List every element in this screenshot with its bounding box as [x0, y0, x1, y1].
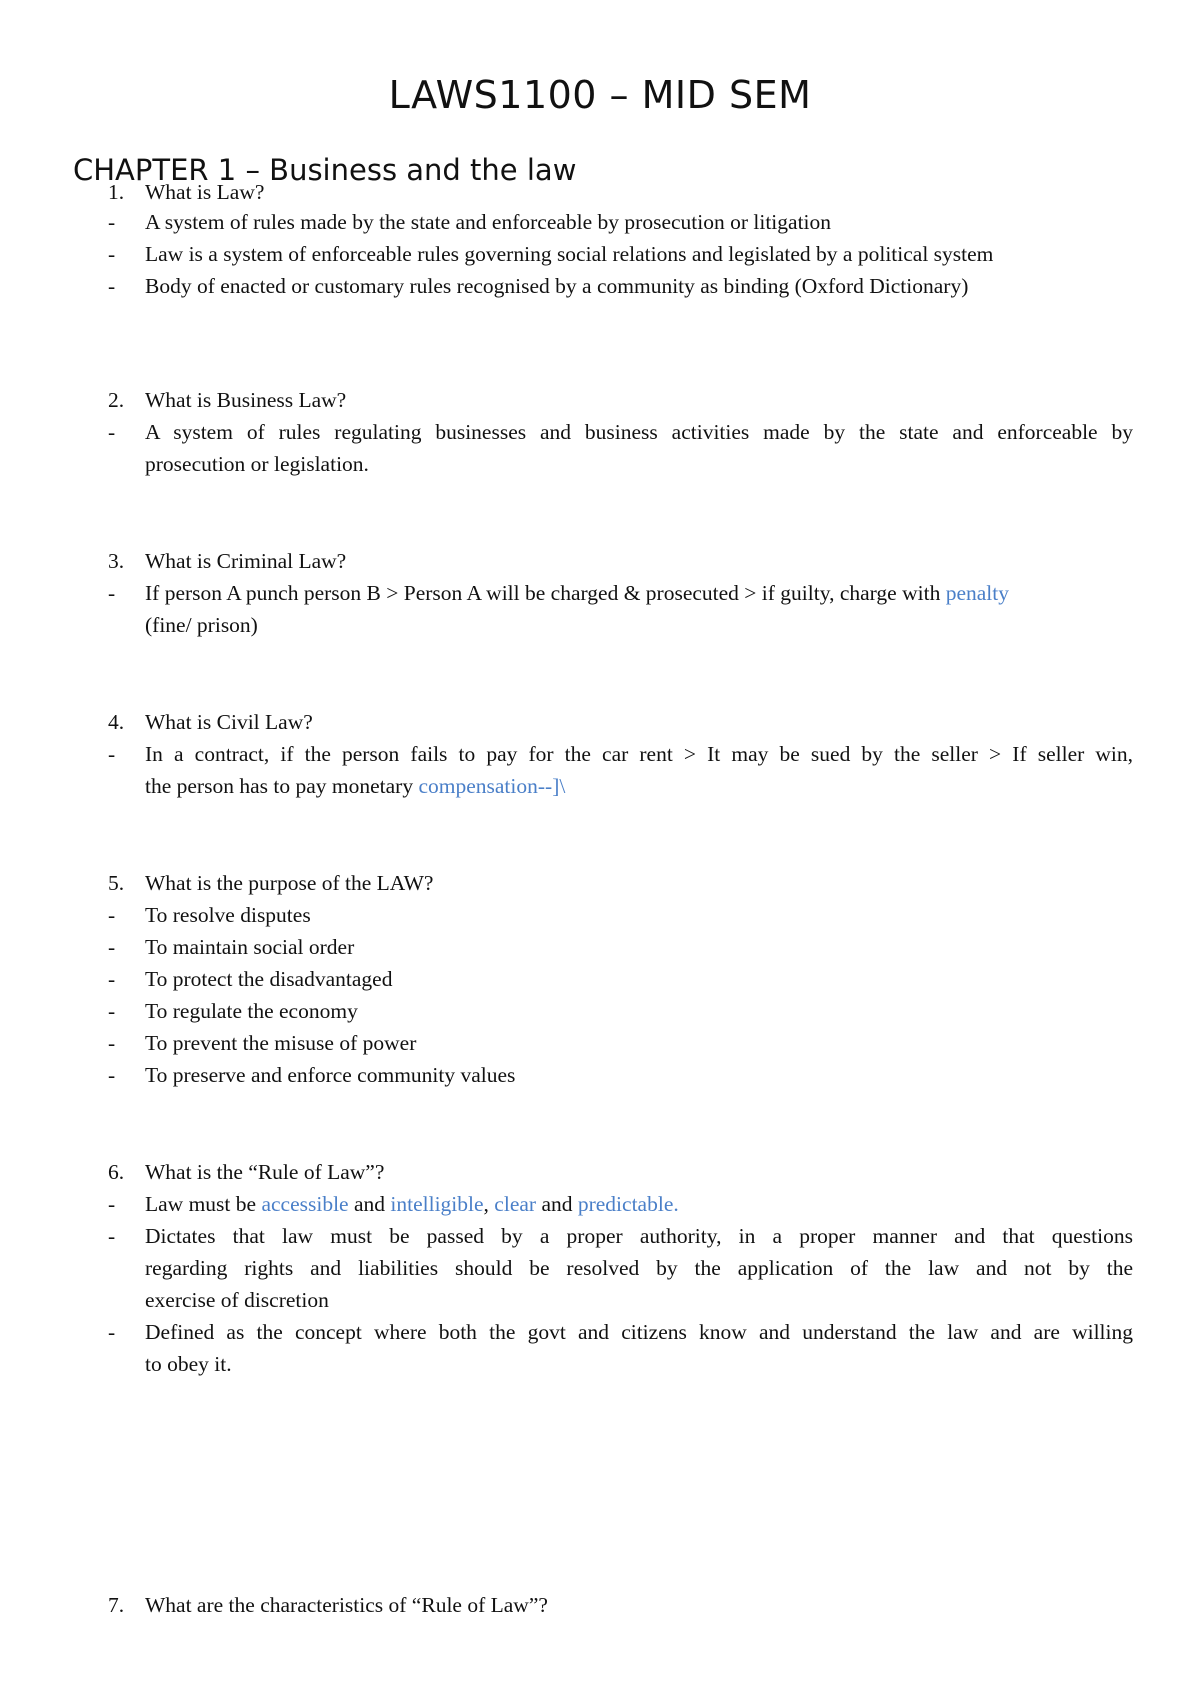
bullet-marker: -	[108, 1224, 116, 1248]
bullet-text: (fine/ prison)	[145, 613, 258, 637]
bullet-marker: -	[108, 242, 116, 266]
question-number: 1.	[108, 180, 125, 204]
question-text: What is Civil Law?	[145, 710, 313, 734]
bullet-text: To prevent the misuse of power	[145, 1031, 417, 1055]
question-text: What are the characteristics of “Rule of Law”?	[145, 1593, 548, 1617]
question-number: 2.	[108, 388, 125, 412]
bullet-text: To regulate the economy	[145, 999, 358, 1023]
highlight-predictable: predictable.	[577, 1192, 679, 1216]
bullet-marker: -	[108, 742, 116, 766]
bullet-text: regarding rights and liabilities should be resolved by the application of the law and not by the	[145, 1256, 1133, 1280]
bullet-marker: -	[108, 967, 116, 991]
question-number: 6.	[108, 1160, 125, 1184]
bullet-text-plain: and	[348, 1192, 391, 1216]
bullet-marker: -	[108, 1192, 116, 1216]
bullet-text: To resolve disputes	[145, 903, 311, 927]
bullet-text: To maintain social order	[145, 935, 355, 959]
bullet-marker: -	[108, 999, 116, 1023]
bullet-text: In a contract, if the person fails to pay for the car rent > It may be sued by the seller > If seller win,	[145, 742, 1133, 766]
bullet-text: To protect the disadvantaged	[145, 967, 393, 991]
question-text: What is the “Rule of Law”?	[145, 1160, 385, 1184]
highlight-clear: clear	[494, 1192, 537, 1216]
bullet-marker: -	[108, 903, 116, 927]
chapter-heading: CHAPTER 1 – Business and the law	[73, 153, 577, 187]
highlight-intelligible: intelligible	[390, 1192, 484, 1216]
document-title: LAWS1100 – MID SEM	[388, 73, 812, 117]
bullet-text: prosecution or legislation.	[145, 452, 369, 476]
bullet-text: Body of enacted or customary rules recognised by a community as binding (Oxford Dictionary)	[145, 274, 969, 298]
bullet-text	[145, 770, 565, 802]
bullet-text: to obey it.	[145, 1352, 232, 1376]
bullet-text	[145, 577, 1009, 609]
bullet-text	[145, 1188, 679, 1220]
bullet-marker: -	[108, 1031, 116, 1055]
question-text: What is Criminal Law?	[145, 549, 347, 573]
bullet-marker: -	[108, 420, 116, 444]
bullet-marker: -	[108, 581, 116, 605]
highlight-accessible: accessible	[261, 1192, 349, 1216]
question-text: What is Business Law?	[145, 388, 347, 412]
bullet-text: A system of rules regulating businesses and business activities made by the state and enforceable by	[145, 420, 1133, 444]
bullet-marker: -	[108, 935, 116, 959]
bullet-text: A system of rules made by the state and enforceable by prosecution or litigation	[145, 210, 832, 234]
bullet-marker: -	[108, 210, 116, 234]
bullet-text-plain: and	[536, 1192, 578, 1216]
bullet-text: Defined as the concept where both the govt and citizens know and understand the law and are willing	[145, 1320, 1133, 1344]
question-number: 3.	[108, 549, 125, 573]
highlight-compensation: compensation--]\	[418, 774, 566, 798]
bullet-marker: -	[108, 274, 116, 298]
bullet-text: To preserve and enforce community values	[145, 1063, 516, 1087]
bullet-marker: -	[108, 1320, 116, 1344]
question-text: What is the purpose of the LAW?	[145, 871, 434, 895]
bullet-text-plain: the person has to pay monetary	[145, 774, 419, 798]
bullet-marker: -	[108, 1063, 116, 1087]
bullet-text: Law is a system of enforceable rules governing social relations and legislated by a political system	[145, 242, 994, 266]
bullet-text: exercise of discretion	[145, 1288, 329, 1312]
bullet-text-plain: ,	[483, 1192, 495, 1216]
bullet-text: Dictates that law must be passed by a proper authority, in a proper manner and that questions	[145, 1224, 1133, 1248]
bullet-text-plain: Law must be	[145, 1192, 262, 1216]
bullet-text-plain: If person A punch person B > Person A will be charged & prosecuted > if guilty, charge with	[145, 581, 946, 605]
question-number: 7.	[108, 1593, 125, 1617]
highlight-penalty: penalty	[945, 581, 1009, 605]
question-text: What is Law?	[145, 180, 265, 204]
question-number: 4.	[108, 710, 125, 734]
question-number: 5.	[108, 871, 125, 895]
